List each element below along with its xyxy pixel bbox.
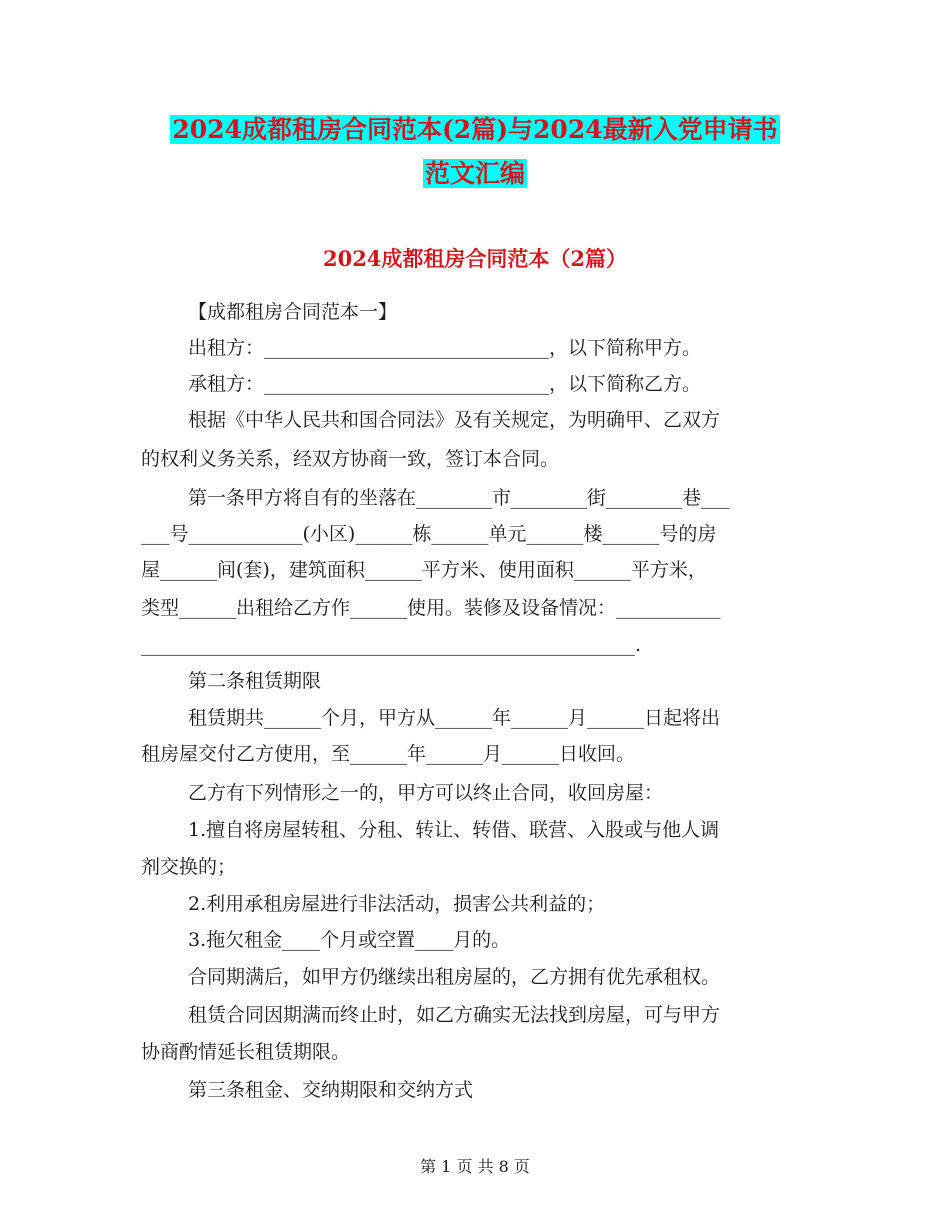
document-title-line-2 — [0, 152, 950, 196]
paragraph-line: 租赁合同因期满而终止时，如乙方确实无法找到房屋，可与甲方 — [188, 1004, 721, 1026]
paragraph-line: 根据《中华人民共和国合同法》及有关规定，为明确甲、乙双方 — [188, 409, 721, 431]
paragraph-line: 屋______间(套)，建筑面积______平方米、使用面积______平方米， — [141, 559, 707, 581]
paragraph-line: 合同期满后，如甲方仍继续出租房屋的，乙方拥有优先承租权。 — [188, 966, 721, 988]
article-one-line: 第一条甲方将自有的坐落在________市________街________巷___ — [188, 487, 730, 509]
article-two-heading: 第二条租赁期限 — [188, 670, 322, 692]
paragraph-line: 协商酌情延长租赁期限。 — [141, 1041, 351, 1063]
contract-heading: 【成都租房合同范本一】 — [188, 301, 398, 323]
paragraph-line: ___号____________(小区)______栋______单元______楼______号的房 — [141, 523, 717, 545]
paragraph-line: 租房屋交付乙方使用，至______年______月______日收回。 — [141, 743, 636, 765]
title-highlight-2: 范文汇编 — [424, 159, 525, 188]
lessee-line: 承租方：______________________________，以下简称乙方。 — [188, 373, 702, 395]
section-title: 2024成都租房合同范本（2篇） — [322, 246, 628, 271]
article-three-heading: 第三条租金、交纳期限和交纳方式 — [188, 1079, 474, 1101]
list-item: 3.拖欠租金____个月或空置____月的。 — [188, 929, 511, 951]
paragraph-line: 租赁期共______个月，甲方从______年______月______日起将出 — [188, 707, 721, 729]
list-item: 1.擅自将房屋转租、分租、转让、转借、联营、入股或与他人调 — [188, 819, 720, 841]
paragraph-line: 的权利义务关系，经双方协商一致，签订本合同。 — [141, 448, 560, 470]
paragraph-line: 类型______出租给乙方作______使用。装修及设备情况：___________ — [141, 597, 721, 619]
list-item: 2.利用承租房屋进行非法活动，损害公共利益的； — [188, 893, 606, 915]
lessor-line: 出租方：______________________________，以下简称甲方。 — [188, 337, 702, 359]
page-footer: 第 1 页 共 8 页 — [420, 1157, 530, 1176]
title-highlight-1: 2024成都租房合同范本(2篇)与2024最新入党申请书 — [172, 115, 778, 144]
document-title-line-1 — [0, 108, 950, 152]
paragraph-line: ____________________________________________________. — [141, 634, 642, 656]
paragraph-line: 乙方有下列情形之一的，甲方可以终止合同，收回房屋： — [188, 782, 664, 804]
list-item-continued: 剂交换的； — [141, 856, 237, 878]
